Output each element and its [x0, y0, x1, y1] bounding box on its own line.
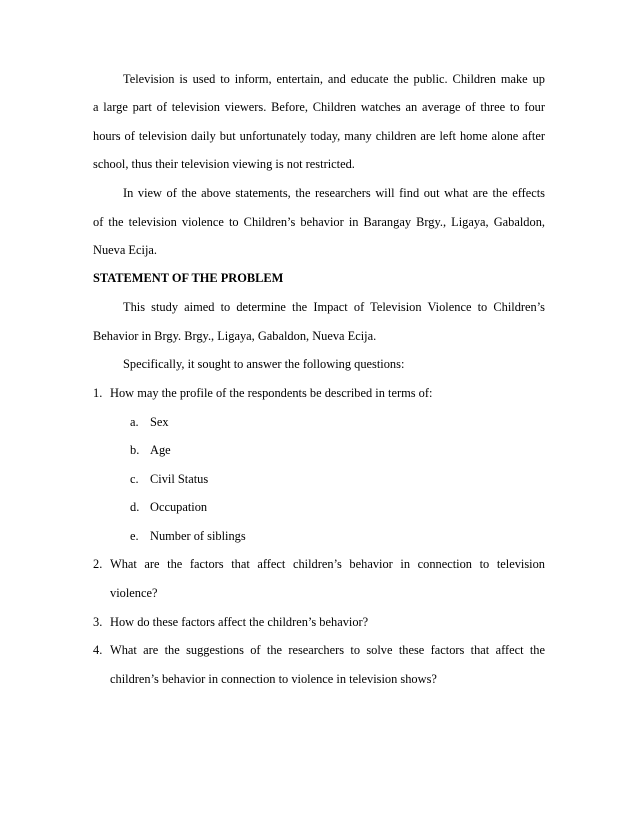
question-4-line-1: What are the suggestions of the researchers to solve these factors that affect the — [110, 643, 545, 657]
subitem-letter: e. — [130, 529, 139, 543]
question-text: How may the profile of the respondents be described in terms of: — [110, 386, 433, 400]
subitem-text: Age — [150, 443, 171, 457]
subitem-letter: c. — [130, 472, 139, 486]
paragraph-3-line-1: This study aimed to determine the Impact of Television Violence to Children’s — [123, 300, 545, 314]
question-number: 1. — [93, 386, 103, 400]
question-text: How do these factors affect the children’s behavior? — [110, 615, 369, 629]
subitem-text: Number of siblings — [150, 529, 246, 543]
paragraph-2-line-1: In view of the above statements, the researchers will find out what are the effects — [123, 186, 545, 200]
paragraph-4: Specifically, it sought to answer the following questions: — [123, 357, 405, 371]
paragraph-1-line-1: Television is used to inform, entertain, and educate the public. Children make up — [123, 72, 545, 86]
subitem-text: Civil Status — [150, 472, 209, 486]
question-number: 3. — [93, 615, 103, 629]
paragraph-1-line-2: a large part of television viewers. Before, Children watches an average of three to four — [93, 100, 545, 114]
paragraph-2-line-2: of the television violence to Children’s behavior in Barangay Brgy., Ligaya, Gabaldon, — [93, 215, 545, 229]
subitem-letter: d. — [130, 500, 140, 514]
section-heading: STATEMENT OF THE PROBLEM — [93, 271, 284, 285]
question-2-line-2: violence? — [110, 586, 158, 600]
question-4-number: 4. — [93, 643, 103, 657]
subitem-letter: a. — [130, 415, 139, 429]
paragraph-1-line-3: hours of television daily but unfortunately today, many children are left home alone after — [93, 129, 545, 143]
question-2-line-1: What are the factors that affect children’s behavior in connection to television — [110, 557, 545, 571]
paragraph-1-line-4: school, thus their television viewing is not restricted. — [93, 157, 355, 171]
paragraph-2-line-3: Nueva Ecija. — [93, 243, 157, 257]
subitem-text: Occupation — [150, 500, 208, 514]
subitem-text: Sex — [150, 415, 169, 429]
question-4-line-2: children’s behavior in connection to violence in television shows? — [110, 672, 437, 686]
subitem-letter: b. — [130, 443, 140, 457]
paragraph-3-line-2: Behavior in Brgy. Brgy., Ligaya, Gabaldon, Nueva Ecija. — [93, 329, 377, 343]
question-2-number: 2. — [93, 557, 103, 571]
